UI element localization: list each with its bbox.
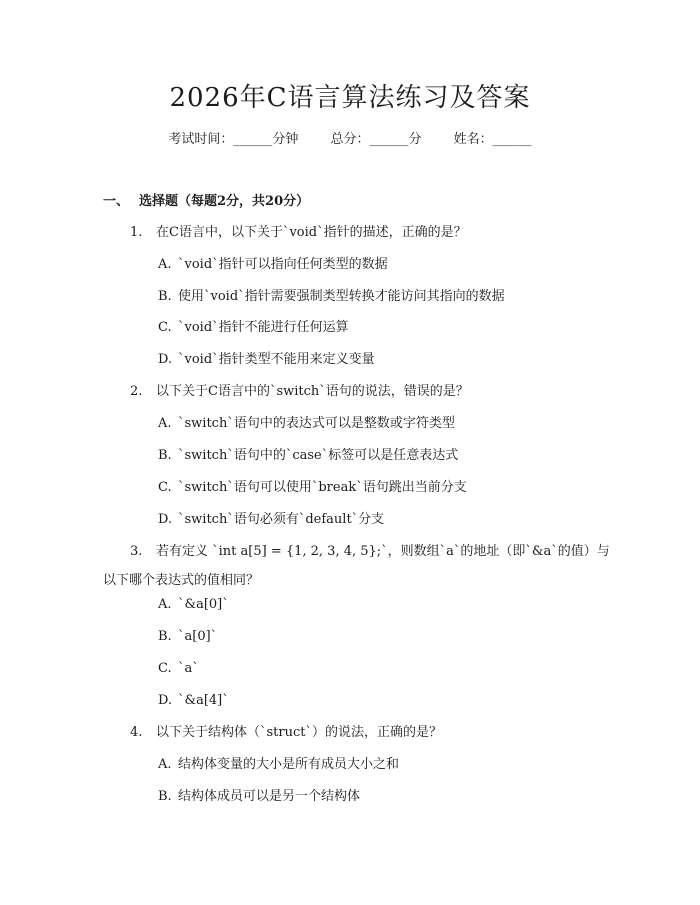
question-1 bbox=[130, 223, 467, 243]
question-number: 1. bbox=[130, 225, 143, 240]
option-label: B. bbox=[158, 448, 172, 463]
option-text: `void`指针类型不能用来定义变量 bbox=[178, 352, 375, 367]
option-2a bbox=[158, 414, 455, 434]
option-label: C. bbox=[158, 661, 172, 676]
option-1c bbox=[158, 318, 349, 338]
exam-meta-line bbox=[0, 130, 700, 150]
option-label: B. bbox=[158, 789, 172, 804]
section-heading bbox=[103, 192, 309, 212]
option-label: D. bbox=[158, 512, 173, 527]
question-text: 以下关于结构体（`struct`）的说法，正确的是？ bbox=[156, 725, 442, 740]
question-3 bbox=[103, 537, 613, 595]
question-number: 4. bbox=[130, 725, 143, 740]
option-text: `void`指针不能进行任何运算 bbox=[178, 320, 349, 335]
option-3b bbox=[158, 627, 217, 647]
option-label: B. bbox=[158, 289, 172, 304]
option-4b bbox=[158, 787, 360, 807]
question-text: 在C语言中，以下关于`void`指针的描述，正确的是？ bbox=[156, 225, 467, 240]
document-title: 2026年C语言算法练习及答案 bbox=[169, 83, 531, 113]
exam-time-field: 考试时间：______分钟 bbox=[168, 132, 299, 147]
option-label: D. bbox=[158, 693, 173, 708]
question-text: 若有定义 `int a[5] = {1, 2, 3, 4, 5};`，则数组`a`的地址（即`&a`的值）与以下哪个表达式的值相同？ bbox=[103, 544, 610, 588]
question-text: 以下关于C语言中的`switch`语句的说法，错误的是？ bbox=[156, 384, 469, 399]
option-2b bbox=[158, 446, 458, 466]
option-text: 使用`void`指针需要强制类型转换才能访问其指向的数据 bbox=[178, 289, 505, 304]
option-1b bbox=[158, 287, 505, 307]
option-label: D. bbox=[158, 352, 173, 367]
option-3c bbox=[158, 659, 199, 679]
option-1a bbox=[158, 255, 388, 275]
option-label: A. bbox=[158, 416, 172, 431]
student-name-field: 姓名：______ bbox=[453, 132, 532, 147]
total-score-field: 总分：______分 bbox=[330, 132, 422, 147]
question-number: 3. bbox=[130, 544, 143, 559]
option-label: C. bbox=[158, 480, 172, 495]
option-label: A. bbox=[158, 257, 172, 272]
option-text: `switch`语句中的表达式可以是整数或字符类型 bbox=[178, 416, 455, 431]
section-title: 选择题（每题2分，共20分） bbox=[139, 194, 310, 209]
option-text: `a[0]` bbox=[178, 629, 218, 644]
option-3d bbox=[158, 691, 229, 711]
option-text: 结构体成员可以是另一个结构体 bbox=[178, 789, 361, 804]
question-4 bbox=[130, 723, 442, 743]
option-label: B. bbox=[158, 629, 172, 644]
option-text: `&a[0]` bbox=[178, 597, 229, 612]
option-label: A. bbox=[158, 757, 172, 772]
option-text: `void`指针可以指向任何类型的数据 bbox=[178, 257, 388, 272]
option-text: 结构体变量的大小是所有成员大小之和 bbox=[178, 757, 400, 772]
option-label: A. bbox=[158, 597, 172, 612]
option-text: `&a[4]` bbox=[178, 693, 229, 708]
option-4a bbox=[158, 755, 399, 775]
option-2c bbox=[158, 478, 467, 498]
option-3a bbox=[158, 595, 229, 615]
option-1d bbox=[158, 350, 375, 370]
option-text: `switch`语句可以使用`break`语句跳出当前分支 bbox=[178, 480, 467, 495]
option-text: `switch`语句中的`case`标签可以是任意表达式 bbox=[178, 448, 459, 463]
option-label: C. bbox=[158, 320, 172, 335]
option-text: `switch`语句必须有`default`分支 bbox=[178, 512, 385, 527]
option-text: `a` bbox=[178, 661, 199, 676]
option-2d bbox=[158, 510, 384, 530]
question-2 bbox=[130, 382, 469, 402]
section-number: 一、 bbox=[103, 194, 130, 209]
question-number: 2. bbox=[130, 384, 143, 399]
